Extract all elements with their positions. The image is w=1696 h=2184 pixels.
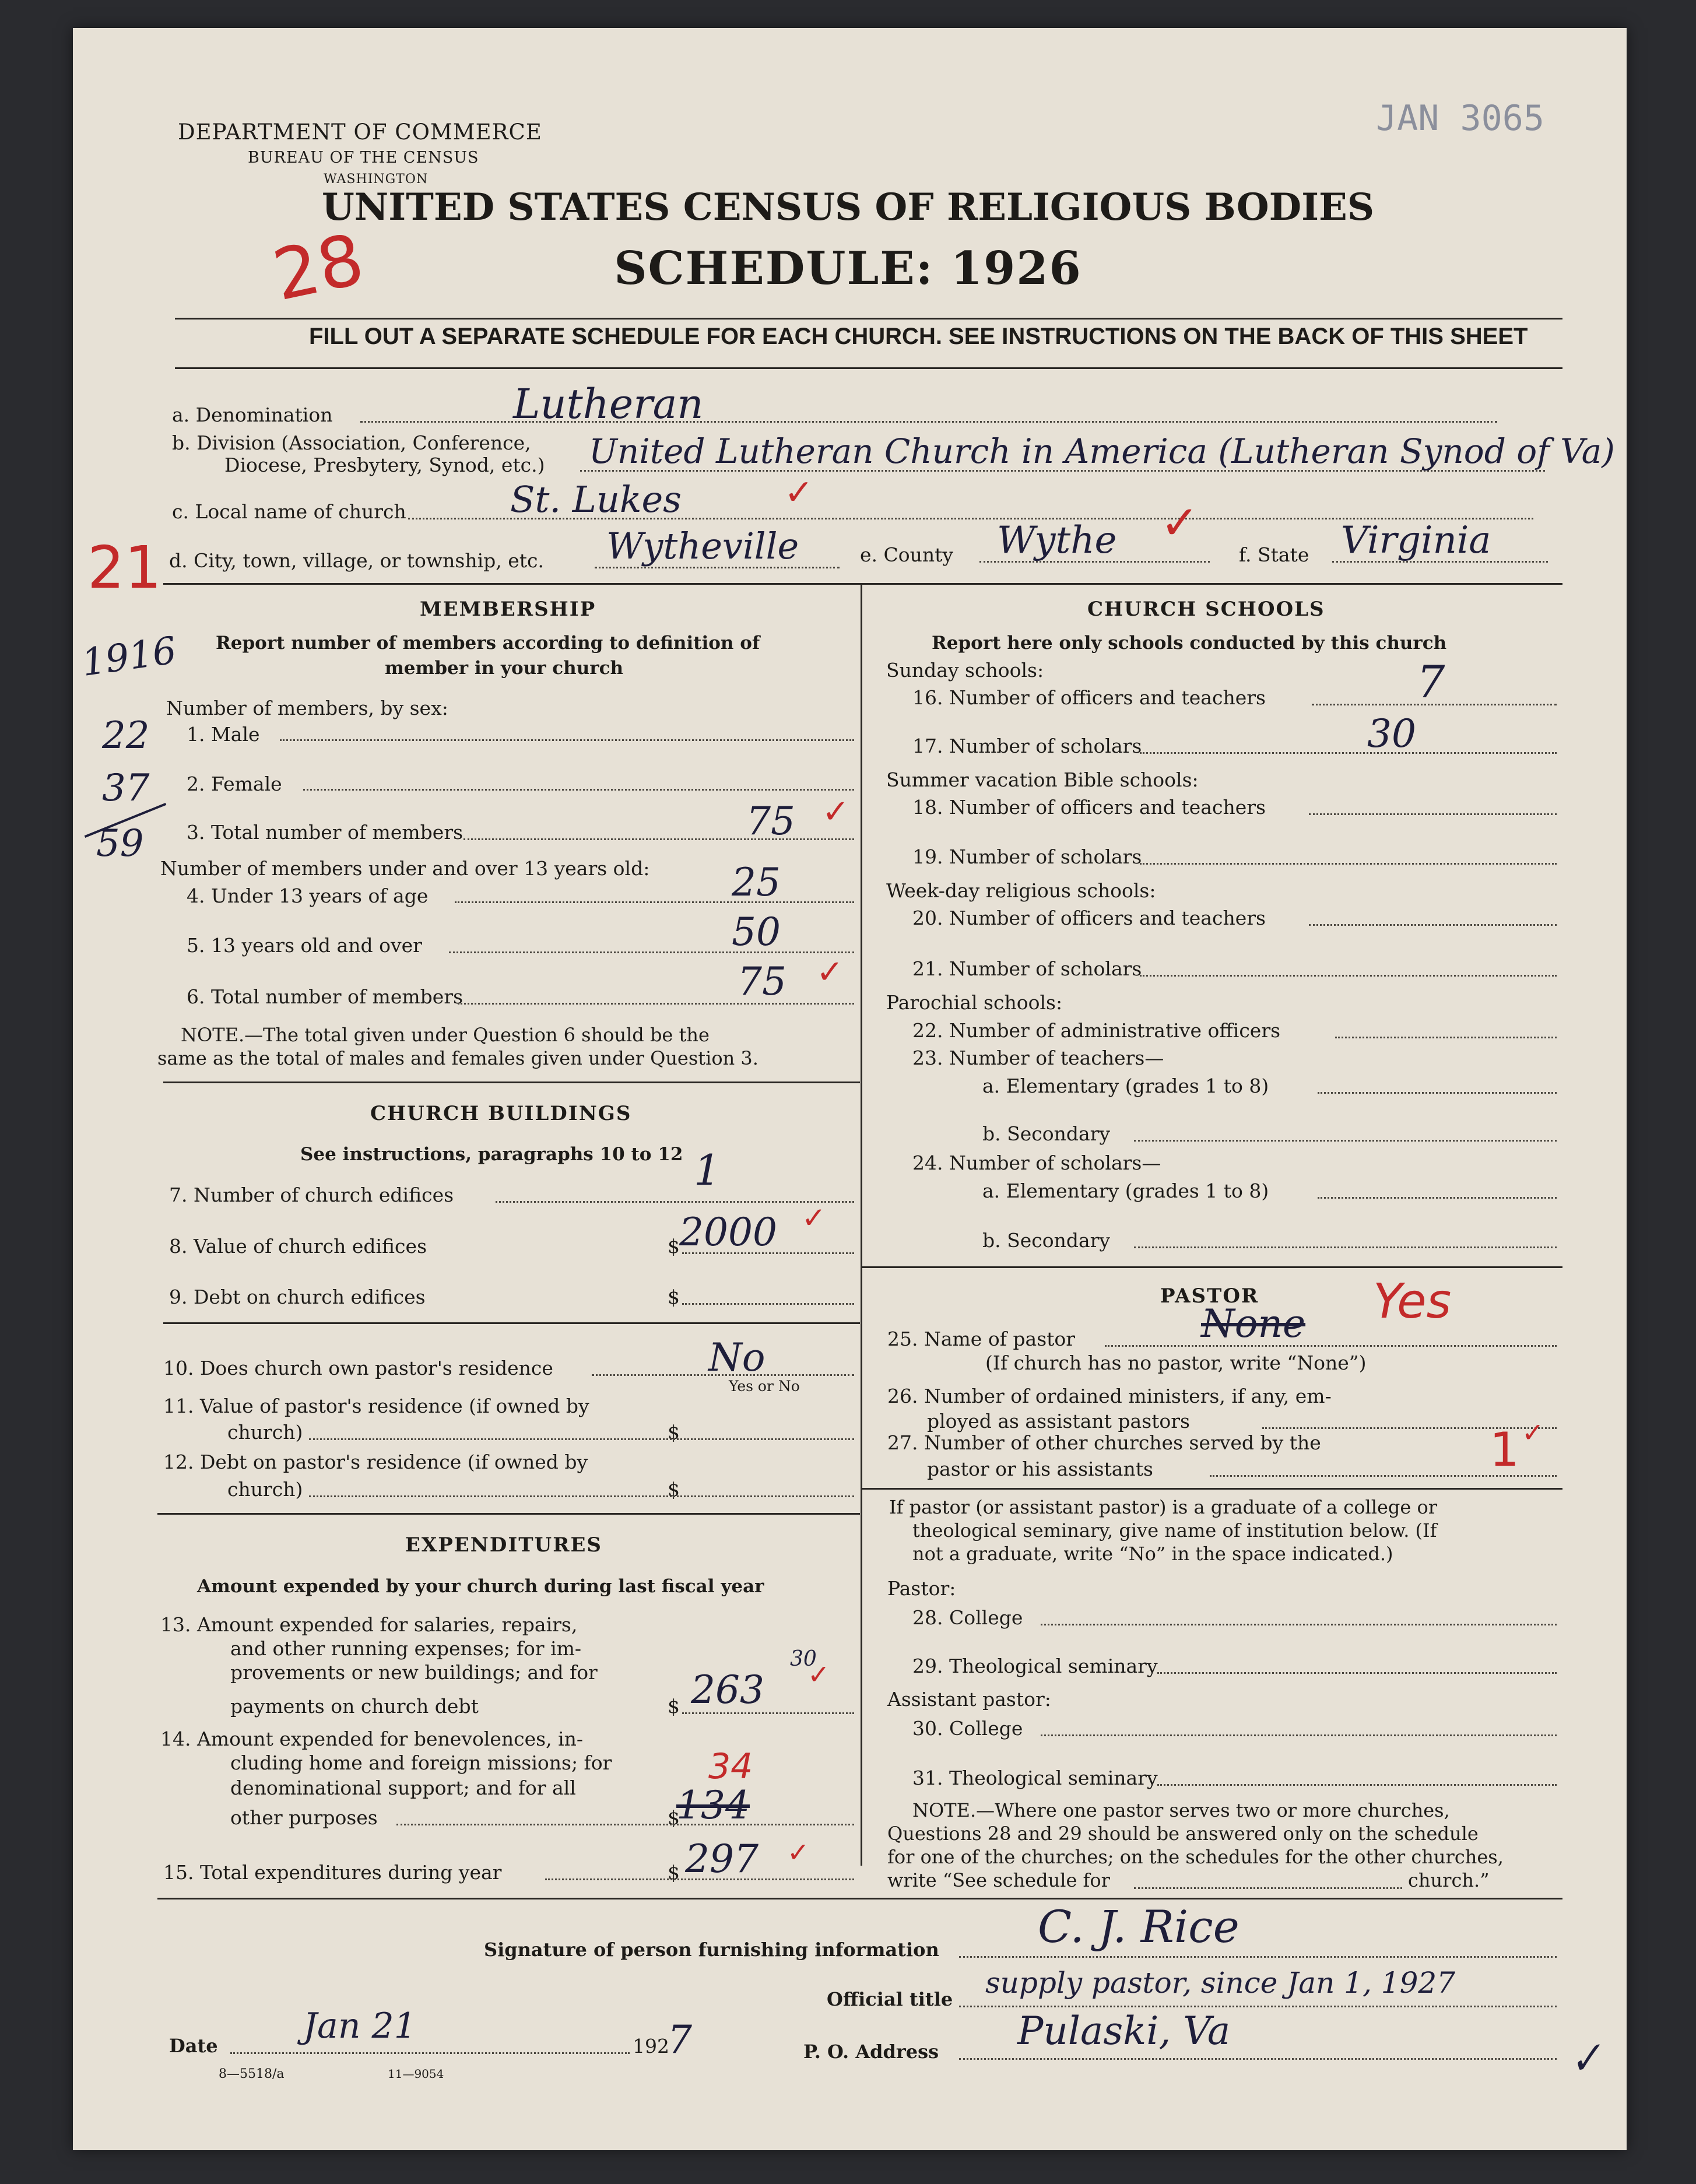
q7-edifices-line <box>496 1201 854 1203</box>
rule-before-signature <box>157 1898 1562 1899</box>
q30-college-label: 30. College <box>912 1717 1023 1740</box>
membership-subtitle-1: Report number of members according to definition of <box>216 633 760 654</box>
membership-section-title: MEMBERSHIP <box>420 598 596 621</box>
q24a-line[interactable] <box>1318 1197 1557 1199</box>
q23a-line[interactable] <box>1318 1092 1557 1094</box>
q10-own-residence-value[interactable]: No <box>708 1335 766 1380</box>
q29-seminary-label: 29. Theological seminary <box>912 1655 1158 1677</box>
q27-label-2: pastor or his assistants <box>927 1458 1153 1480</box>
q9-dollar-sign: $ <box>668 1286 680 1308</box>
q11-value-residence-label-2: church) <box>227 1421 303 1444</box>
q13-dollar-sign: $ <box>668 1695 680 1718</box>
q14-line <box>396 1824 854 1825</box>
q24-label: 24. Number of scholars— <box>912 1151 1161 1174</box>
q11-value-residence-line[interactable] <box>309 1438 854 1440</box>
q9-debt-edifices-label: 9. Debt on church edifices <box>169 1286 426 1308</box>
q13-value[interactable]: 263 <box>691 1667 764 1712</box>
q27-value[interactable]: 1 <box>1490 1423 1519 1477</box>
city-value[interactable]: Wytheville <box>606 525 799 567</box>
q11-dollar-sign: $ <box>668 1421 680 1444</box>
q2-female-line[interactable] <box>303 789 854 791</box>
date-label: Date <box>169 2035 218 2057</box>
q17-label: 17. Number of scholars <box>912 735 1142 757</box>
q14-dollar-sign: $ <box>668 1806 680 1829</box>
year-digit-value[interactable]: 7 <box>668 2017 692 2062</box>
q13-label-1: 13. Amount expended for salaries, repairs, <box>160 1613 578 1636</box>
rule-after-schools <box>861 1266 1562 1268</box>
division-value[interactable]: United Lutheran Church in America (Lutheran Synod of Va) <box>589 431 1615 471</box>
q5-over13-value[interactable]: 50 <box>732 910 781 954</box>
schedule-title: SCHEDULE: 1926 <box>614 242 1082 295</box>
yes-or-no-hint: Yes or No <box>729 1378 800 1395</box>
rule-after-identification <box>163 583 1562 585</box>
q5-over13-line <box>449 951 854 953</box>
q23-label: 23. Number of teachers— <box>912 1047 1164 1069</box>
column-divider <box>861 583 862 1866</box>
q20-line[interactable] <box>1309 924 1557 926</box>
q13-cents-value[interactable]: 30 <box>790 1647 817 1671</box>
pastor-section-title: PASTOR <box>1160 1284 1259 1308</box>
signature-line <box>959 1956 1557 1958</box>
check-mark-icon: ✓ <box>1522 1417 1544 1448</box>
q6-total-line <box>458 1003 854 1005</box>
received-stamp: JAN 3065 <box>1376 98 1544 139</box>
q24b-line[interactable] <box>1134 1247 1557 1248</box>
rule-after-pastor <box>861 1488 1562 1490</box>
q5-over13-label: 5. 13 years old and over <box>187 934 422 957</box>
department-heading: DEPARTMENT OF COMMERCE <box>178 120 542 145</box>
rule-top <box>175 318 1562 319</box>
q3-total-value[interactable]: 75 <box>746 799 795 844</box>
q16-label: 16. Number of officers and teachers <box>912 686 1266 709</box>
see-schedule-line[interactable] <box>1134 1887 1402 1889</box>
q26-label-2: ployed as assistant pastors <box>927 1410 1190 1432</box>
q15-total-label: 15. Total expenditures during year <box>163 1861 502 1884</box>
date-line <box>230 2052 630 2054</box>
po-address-label: P. O. Address <box>803 2041 939 2063</box>
q2-female-label: 2. Female <box>187 773 282 795</box>
denomination-label: a. Denomination <box>172 403 333 426</box>
year-prefix: 192 <box>633 2035 669 2057</box>
q25-red-value[interactable]: Yes <box>1373 1274 1452 1329</box>
check-mark-icon: ✓ <box>816 953 844 991</box>
q16-value[interactable]: 7 <box>1417 656 1445 708</box>
q19-label: 19. Number of scholars <box>912 845 1142 868</box>
q4-under13-line <box>455 901 854 903</box>
q28-college-line[interactable] <box>1041 1624 1557 1625</box>
q14-original-value[interactable]: 134 <box>676 1783 750 1828</box>
buildings-subtitle: See instructions, paragraphs 10 to 12 <box>300 1144 683 1165</box>
q10-own-residence-label: 10. Does church own pastor's residence <box>163 1357 553 1379</box>
q7-edifices-label: 7. Number of church edifices <box>169 1184 454 1206</box>
q28-college-label: 28. College <box>912 1606 1023 1629</box>
check-mark-icon: ✓ <box>784 472 814 513</box>
pastor-note-2: Questions 28 and 29 should be answered only on the schedule <box>887 1823 1479 1845</box>
pastor-subheading: Pastor: <box>887 1577 956 1600</box>
q25-note: (If church has no pastor, write “None”) <box>985 1351 1367 1374</box>
q19-line[interactable] <box>1140 863 1557 865</box>
q25-value[interactable]: None <box>1201 1301 1306 1346</box>
q29-seminary-line[interactable] <box>1157 1672 1557 1674</box>
rule-after-membership <box>163 1082 860 1083</box>
q22-line[interactable] <box>1335 1037 1557 1038</box>
q17-line <box>1140 752 1557 754</box>
q20-label: 20. Number of officers and teachers <box>912 907 1266 929</box>
q14-label-1: 14. Amount expended for benevolences, in- <box>160 1727 584 1750</box>
q12-debt-residence-label-1: 12. Debt on pastor's residence (if owned by <box>163 1451 588 1473</box>
q18-line[interactable] <box>1309 813 1557 815</box>
q7-edifices-value[interactable]: 1 <box>694 1146 721 1195</box>
signature-label: Signature of person furnishing information <box>484 1939 939 1961</box>
signature-value[interactable]: C. J. Rice <box>1038 1901 1239 1953</box>
local-name-value[interactable]: St. Lukes <box>510 478 682 521</box>
q12-debt-residence-label-2: church) <box>227 1478 303 1501</box>
q1-male-line[interactable] <box>280 739 854 741</box>
check-mark-icon: ✓ <box>822 793 849 831</box>
fill-out-instruction: FILL OUT A SEPARATE SCHEDULE FOR EACH CHURCH. SEE INSTRUCTIONS ON THE BACK OF THIS SHEET <box>309 324 1528 349</box>
membership-note-line2: same as the total of males and females given under Question 3. <box>157 1047 759 1069</box>
margin-number-59: 59 <box>96 822 144 865</box>
q27-label-1: 27. Number of other churches served by the <box>887 1431 1321 1454</box>
members-by-sex-label: Number of members, by sex: <box>166 697 448 719</box>
sunday-schools-label: Sunday schools: <box>886 659 1044 682</box>
county-label: e. County <box>860 543 954 566</box>
form-number: 8—5518/a <box>219 2067 285 2081</box>
q25-line <box>1105 1345 1557 1347</box>
check-mark-icon: ✓ <box>1160 496 1200 550</box>
pastor-note-1: NOTE.—Where one pastor serves two or more churches, <box>912 1799 1450 1821</box>
graduate-instruction-1: If pastor (or assistant pastor) is a graduate of a college or <box>889 1496 1438 1518</box>
q6-total-value[interactable]: 75 <box>738 959 786 1004</box>
margin-number-37: 37 <box>102 767 150 810</box>
q25-label: 25. Name of pastor <box>887 1328 1076 1350</box>
q12-dollar-sign: $ <box>668 1478 680 1501</box>
pastor-note-4: write “See schedule for <box>887 1869 1110 1891</box>
q23b-label: b. Secondary <box>982 1122 1111 1145</box>
margin-number-21: 21 <box>87 533 162 602</box>
q13-label-3: provements or new buildings; and for <box>230 1661 598 1684</box>
q1-male-label: 1. Male <box>187 723 260 746</box>
q14-corrected-value[interactable]: 34 <box>708 1746 753 1787</box>
rule-after-instruction <box>175 367 1562 369</box>
q31-seminary-line[interactable] <box>1157 1784 1557 1786</box>
division-label-line1: b. Division (Association, Conference, <box>172 431 531 454</box>
official-title-label: Official title <box>827 1988 953 2010</box>
date-value[interactable]: Jan 21 <box>303 2006 416 2046</box>
check-mark-icon: ✓ <box>1564 2032 1607 2085</box>
city-heading: WASHINGTON <box>324 172 429 187</box>
q9-debt-edifices-line[interactable] <box>682 1303 854 1305</box>
official-title-line <box>959 2006 1557 2007</box>
q12-debt-residence-line[interactable] <box>309 1495 854 1497</box>
q13-label-4: payments on church debt <box>230 1695 479 1718</box>
state-label: f. State <box>1239 543 1309 566</box>
q17-value[interactable]: 30 <box>1367 711 1416 756</box>
city-label: d. City, town, village, or township, etc. <box>169 549 545 572</box>
q8-dollar-sign: $ <box>668 1235 680 1258</box>
q15-total-value[interactable]: 297 <box>685 1837 759 1881</box>
q14-label-2: cluding home and foreign missions; for <box>230 1751 612 1774</box>
q13-label-2: and other running expenses; for im- <box>230 1637 582 1660</box>
graduate-instruction-3: not a graduate, write “No” in the space indicated.) <box>912 1543 1393 1565</box>
q24a-label: a. Elementary (grades 1 to 8) <box>982 1179 1269 1202</box>
expenditures-section-title: EXPENDITURES <box>405 1533 602 1557</box>
schools-section-title: CHURCH SCHOOLS <box>1087 598 1325 621</box>
q31-seminary-label: 31. Theological seminary <box>912 1767 1158 1789</box>
graduate-instruction-2: theological seminary, give name of institution below. (If <box>912 1519 1437 1542</box>
q4-under13-value[interactable]: 25 <box>732 860 781 905</box>
po-address-value[interactable]: Pulaski, Va <box>1017 2009 1231 2053</box>
q14-label-4: other purposes <box>230 1806 378 1829</box>
rule-after-buildings <box>157 1513 860 1515</box>
q4-under13-label: 4. Under 13 years of age <box>187 884 429 907</box>
print-number: 11—9054 <box>388 2067 444 2081</box>
schools-subtitle: Report here only schools conducted by this church <box>932 633 1447 654</box>
pastor-note-3: for one of the churches; on the schedules for the other churches, <box>887 1846 1504 1868</box>
members-by-age-label: Number of members under and over 13 years old: <box>160 857 650 880</box>
q24b-label: b. Secondary <box>982 1229 1111 1252</box>
form-title: UNITED STATES CENSUS OF RELIGIOUS BODIES <box>321 185 1375 229</box>
state-value[interactable]: Virginia <box>1341 519 1491 562</box>
check-mark-icon: ✓ <box>802 1201 826 1235</box>
expenditures-subtitle: Amount expended by your church during last fiscal year <box>197 1576 764 1597</box>
q30-college-line[interactable] <box>1041 1734 1557 1736</box>
bureau-heading: BUREAU OF THE CENSUS <box>248 149 479 167</box>
summer-schools-label: Summer vacation Bible schools: <box>886 768 1199 791</box>
margin-number-28: 28 <box>266 219 371 317</box>
division-label-line2: Diocese, Presbytery, Synod, etc.) <box>224 454 545 476</box>
county-value[interactable]: Wythe <box>997 519 1117 562</box>
q21-line[interactable] <box>1140 975 1557 977</box>
q13-line <box>682 1712 854 1714</box>
parochial-schools-label: Parochial schools: <box>886 991 1063 1014</box>
rule-in-buildings <box>163 1322 860 1324</box>
q3-total-line <box>463 838 854 840</box>
pastor-note-5: church.” <box>1408 1869 1490 1891</box>
q11-value-residence-label-1: 11. Value of pastor's residence (if owned by <box>163 1395 589 1417</box>
membership-subtitle-2: member in your church <box>385 658 624 679</box>
margin-number-1916: 1916 <box>79 629 180 685</box>
q15-dollar-sign: $ <box>668 1861 680 1884</box>
assistant-pastor-subheading: Assistant pastor: <box>887 1688 1051 1711</box>
q22-label: 22. Number of administrative officers <box>912 1019 1281 1042</box>
check-mark-icon: ✓ <box>787 1837 810 1868</box>
q26-label-1: 26. Number of ordained ministers, if any, em- <box>887 1385 1332 1407</box>
membership-note-line1: NOTE.—The total given under Question 6 should be the <box>181 1024 710 1046</box>
buildings-section-title: CHURCH BUILDINGS <box>370 1102 632 1125</box>
q14-label-3: denominational support; and for all <box>230 1776 576 1799</box>
q23a-label: a. Elementary (grades 1 to 8) <box>982 1075 1269 1097</box>
check-mark-icon: ✓ <box>807 1659 830 1690</box>
q8-value-edifices-value[interactable]: 2000 <box>679 1210 777 1255</box>
margin-number-22: 22 <box>102 714 150 757</box>
denomination-value[interactable]: Lutheran <box>513 380 704 428</box>
weekday-schools-label: Week-day religious schools: <box>886 879 1156 902</box>
q21-label: 21. Number of scholars <box>912 957 1142 980</box>
local-name-label: c. Local name of church <box>172 500 406 523</box>
q18-label: 18. Number of officers and teachers <box>912 796 1266 819</box>
q6-total-label: 6. Total number of members <box>187 985 463 1008</box>
po-address-line <box>959 2058 1557 2060</box>
q3-total-label: 3. Total number of members <box>187 821 463 844</box>
q8-value-edifices-label: 8. Value of church edifices <box>169 1235 427 1258</box>
official-title-value[interactable]: supply pastor, since Jan 1, 1927 <box>985 1966 1456 2000</box>
q23b-line[interactable] <box>1134 1140 1557 1142</box>
